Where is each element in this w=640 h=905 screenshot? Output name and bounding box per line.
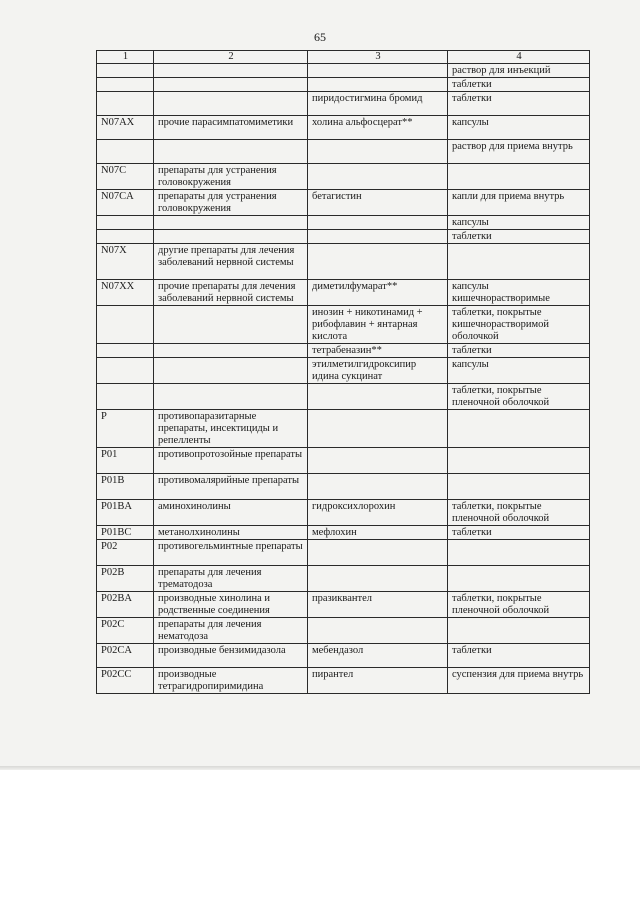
code-cell — [97, 140, 154, 164]
group-cell: противогельминтные препараты — [154, 540, 308, 566]
code-cell: N07CA — [97, 190, 154, 216]
code-cell: P01BC — [97, 526, 154, 540]
substance-cell — [308, 618, 448, 644]
code-cell — [97, 216, 154, 230]
group-cell — [154, 384, 308, 410]
substance-cell: диметилфумарат** — [308, 280, 448, 306]
table-row — [97, 526, 590, 540]
code-cell: P01B — [97, 474, 154, 500]
table-row — [97, 618, 590, 644]
code-cell — [97, 64, 154, 78]
group-cell: препараты для лечения нематодоза — [154, 618, 308, 644]
table-row — [97, 216, 590, 230]
substance-cell: мебендазол — [308, 644, 448, 668]
substance-cell — [308, 448, 448, 474]
form-cell — [448, 244, 590, 280]
form-cell: капли для приема внутрь — [448, 190, 590, 216]
substance-cell: этилметилгидроксипир идина сукцинат — [308, 358, 448, 384]
code-cell: P02BA — [97, 592, 154, 618]
form-cell — [448, 566, 590, 592]
form-cell — [448, 540, 590, 566]
form-cell: таблетки, покрытые пленочной оболочкой — [448, 384, 590, 410]
group-cell: производные хинолина и родственные соединения — [154, 592, 308, 618]
table-row — [97, 540, 590, 566]
table-row — [97, 244, 590, 280]
substance-cell — [308, 64, 448, 78]
header-cell-2: 2 — [154, 51, 308, 64]
table-row — [97, 410, 590, 448]
substance-cell — [308, 384, 448, 410]
form-cell — [448, 618, 590, 644]
code-cell: P02B — [97, 566, 154, 592]
substance-cell — [308, 540, 448, 566]
substance-cell — [308, 474, 448, 500]
substance-cell: гидроксихлорохин — [308, 500, 448, 526]
code-cell — [97, 78, 154, 92]
code-cell: P02CC — [97, 668, 154, 694]
table-row — [97, 280, 590, 306]
substance-cell — [308, 410, 448, 448]
substance-cell — [308, 78, 448, 92]
header-cell-4: 4 — [448, 51, 590, 64]
group-cell — [154, 92, 308, 116]
substance-cell: пиридостигмина бромид — [308, 92, 448, 116]
code-cell: P — [97, 410, 154, 448]
substance-cell — [308, 566, 448, 592]
table-row — [97, 64, 590, 78]
table-row — [97, 384, 590, 410]
form-cell: таблетки — [448, 92, 590, 116]
substance-cell — [308, 244, 448, 280]
form-cell: раствор для инъекций — [448, 64, 590, 78]
code-cell: P02CA — [97, 644, 154, 668]
form-cell — [448, 448, 590, 474]
group-cell: метанолхинолины — [154, 526, 308, 540]
group-cell: прочие парасимпатомиметики — [154, 116, 308, 140]
code-cell: N07AX — [97, 116, 154, 140]
form-cell — [448, 164, 590, 190]
form-cell: таблетки — [448, 230, 590, 244]
form-cell: таблетки, покрытые пленочной оболочкой — [448, 592, 590, 618]
group-cell — [154, 140, 308, 164]
page-number: 65 — [314, 30, 326, 44]
substance-cell — [308, 140, 448, 164]
table-row — [97, 92, 590, 116]
table-row — [97, 566, 590, 592]
code-cell: P01BA — [97, 500, 154, 526]
substance-cell — [308, 216, 448, 230]
table-row — [97, 140, 590, 164]
form-cell — [448, 474, 590, 500]
form-cell: раствор для приема внутрь — [448, 140, 590, 164]
table-row — [97, 190, 590, 216]
group-cell — [154, 306, 308, 344]
form-cell: таблетки, покрытые пленочной оболочкой — [448, 500, 590, 526]
header-cell-3: 3 — [308, 51, 448, 64]
form-cell: таблетки — [448, 78, 590, 92]
group-cell: противопаразитарные препараты, инсектициды и репелленты — [154, 410, 308, 448]
form-cell: таблетки, покрытые кишечнорастворимой оболочкой — [448, 306, 590, 344]
substance-cell: мефлохин — [308, 526, 448, 540]
table-row — [97, 344, 590, 358]
group-cell: производные бензимидазола — [154, 644, 308, 668]
code-cell: P02 — [97, 540, 154, 566]
scan-edge — [0, 766, 640, 770]
code-cell: N07X — [97, 244, 154, 280]
code-cell: P01 — [97, 448, 154, 474]
table-row — [97, 78, 590, 92]
form-cell: капсулы кишечнорастворимые — [448, 280, 590, 306]
form-cell: таблетки — [448, 344, 590, 358]
group-cell: аминохинолины — [154, 500, 308, 526]
form-cell: суспензия для приема внутрь — [448, 668, 590, 694]
form-cell: капсулы — [448, 216, 590, 230]
code-cell — [97, 384, 154, 410]
substance-cell: холина альфосцерат** — [308, 116, 448, 140]
table-row — [97, 164, 590, 190]
group-cell — [154, 78, 308, 92]
form-cell: капсулы — [448, 358, 590, 384]
group-cell: препараты для устранения головокружения — [154, 190, 308, 216]
table-row — [97, 644, 590, 668]
group-cell: противомалярийные препараты — [154, 474, 308, 500]
substance-cell — [308, 230, 448, 244]
group-cell — [154, 216, 308, 230]
group-cell — [154, 64, 308, 78]
code-cell — [97, 344, 154, 358]
drug-table — [96, 50, 590, 694]
code-cell — [97, 92, 154, 116]
header-cell-1: 1 — [97, 51, 154, 64]
substance-cell: тетрабеназин** — [308, 344, 448, 358]
form-cell: таблетки — [448, 526, 590, 540]
group-cell — [154, 344, 308, 358]
group-cell: производные тетрагидропиримидина — [154, 668, 308, 694]
substance-cell: бетагистин — [308, 190, 448, 216]
group-cell: препараты для лечения трематодоза — [154, 566, 308, 592]
substance-cell — [308, 164, 448, 190]
code-cell: P02C — [97, 618, 154, 644]
table-row — [97, 230, 590, 244]
substance-cell: празиквантел — [308, 592, 448, 618]
group-cell — [154, 358, 308, 384]
form-cell: капсулы — [448, 116, 590, 140]
group-cell — [154, 230, 308, 244]
form-cell: таблетки — [448, 644, 590, 668]
substance-cell: пирантел — [308, 668, 448, 694]
table-row — [97, 448, 590, 474]
table-row — [97, 116, 590, 140]
code-cell: N07C — [97, 164, 154, 190]
code-cell — [97, 306, 154, 344]
substance-cell: инозин + никотинамид + рибофлавин + янтарная кислота — [308, 306, 448, 344]
table-row — [97, 668, 590, 694]
group-cell: препараты для устранения головокружения — [154, 164, 308, 190]
code-cell: N07XX — [97, 280, 154, 306]
form-cell — [448, 410, 590, 448]
table-row — [97, 358, 590, 384]
group-cell: прочие препараты для лечения заболеваний нервной системы — [154, 280, 308, 306]
group-cell: другие препараты для лечения заболеваний нервной системы — [154, 244, 308, 280]
table-row — [97, 306, 590, 344]
table-row — [97, 474, 590, 500]
group-cell: противопротозойные препараты — [154, 448, 308, 474]
table-row — [97, 592, 590, 618]
code-cell — [97, 358, 154, 384]
table-header-row — [97, 51, 590, 64]
table-row — [97, 500, 590, 526]
code-cell — [97, 230, 154, 244]
